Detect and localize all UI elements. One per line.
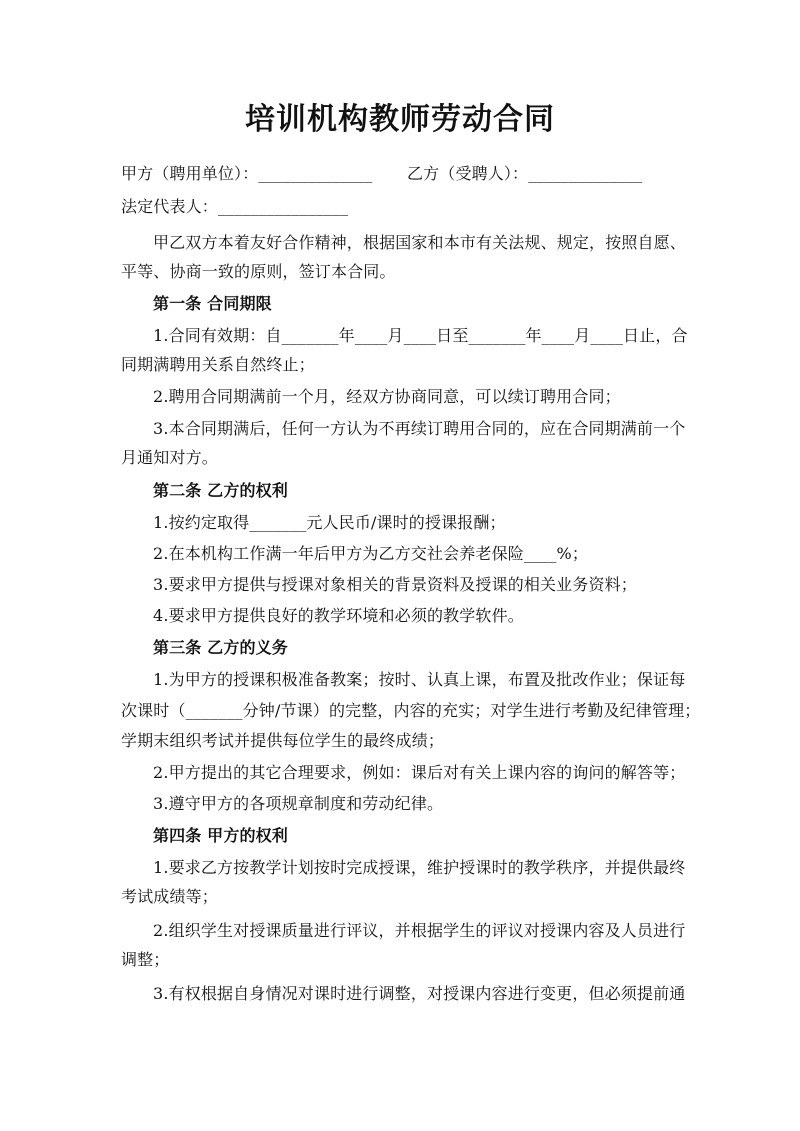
article-3-line: 1.为甲方的授课积极准备教案；按时、认真上课，布置及批改作业；保证每 xyxy=(153,670,686,689)
article-2-line: 1.按约定取得_______元人民币/课时的授课报酬； xyxy=(153,513,506,532)
intro-paragraph-line: 平等、协商一致的原则，签订本合同。 xyxy=(121,262,396,281)
article-3-line: 次课时（_______分钟/节课）的完整，内容的充实；对学生进行考勤及纪律管理； xyxy=(121,701,701,720)
article-4-line: 3.有权根据自身情况对课时进行调整，对授课内容进行变更，但必须提前通 xyxy=(153,984,686,1003)
article-2-line: 2.在本机构工作满一年后甲方为乙方交社会养老保险____%； xyxy=(153,544,588,563)
article-2-line: 4.要求甲方提供良好的教学环境和必须的教学软件。 xyxy=(153,606,524,625)
article-4-line: 2.组织学生对授课质量进行评议，并根据学生的评议对授课内容及人员进行 xyxy=(153,921,686,940)
document-title: 培训机构教师劳动合同 xyxy=(245,102,555,137)
legal-representative-field: 法定代表人：________________ xyxy=(121,197,349,216)
article-3-line: 2.甲方提出的其它合理要求，例如：课后对有关上课内容的询问的解答等； xyxy=(153,763,686,782)
article-4-line: 1.要求乙方按教学计划按时完成授课，维护授课时的教学秩序，并提供最终 xyxy=(153,858,686,877)
article-1-line: 3.本合同期满后，任何一方认为不再续订聘用合同的，应在合同期满前一个 xyxy=(153,419,686,438)
article-3-line: 学期末组织考试并提供每位学生的最终成绩； xyxy=(121,731,445,750)
article-4-line: 调整； xyxy=(121,950,170,969)
article-4-heading: 第四条 甲方的权利 xyxy=(153,826,288,845)
article-1-line: 2.聘用合同期满前一个月，经双方协商同意，可以续订聘用合同； xyxy=(153,387,621,406)
article-1-line: 1.合同有效期：自_______年____月____日至_______年____月____日止，合 xyxy=(153,326,688,345)
article-2-heading: 第二条 乙方的权利 xyxy=(153,481,288,500)
article-1-heading: 第一条 合同期限 xyxy=(153,294,272,313)
article-4-line: 考试成绩等； xyxy=(121,887,218,906)
party-b-field: 乙方（受聘人）：______________ xyxy=(407,164,643,183)
article-2-line: 3.要求甲方提供与授课对象相关的背景资料及授课的相关业务资料； xyxy=(153,575,637,594)
article-3-heading: 第三条 乙方的义务 xyxy=(153,638,288,657)
article-1-line: 月通知对方。 xyxy=(121,448,218,467)
article-3-line: 3.遵守甲方的各项规章制度和劳动纪律。 xyxy=(153,794,444,813)
intro-paragraph-line: 甲乙双方本着友好合作精神，根据国家和本市有关法规、规定，按照自愿、 xyxy=(153,233,686,252)
article-1-line: 同期满聘用关系自然终止； xyxy=(121,355,315,374)
party-a-field: 甲方（聘用单位）：______________ xyxy=(121,164,373,183)
